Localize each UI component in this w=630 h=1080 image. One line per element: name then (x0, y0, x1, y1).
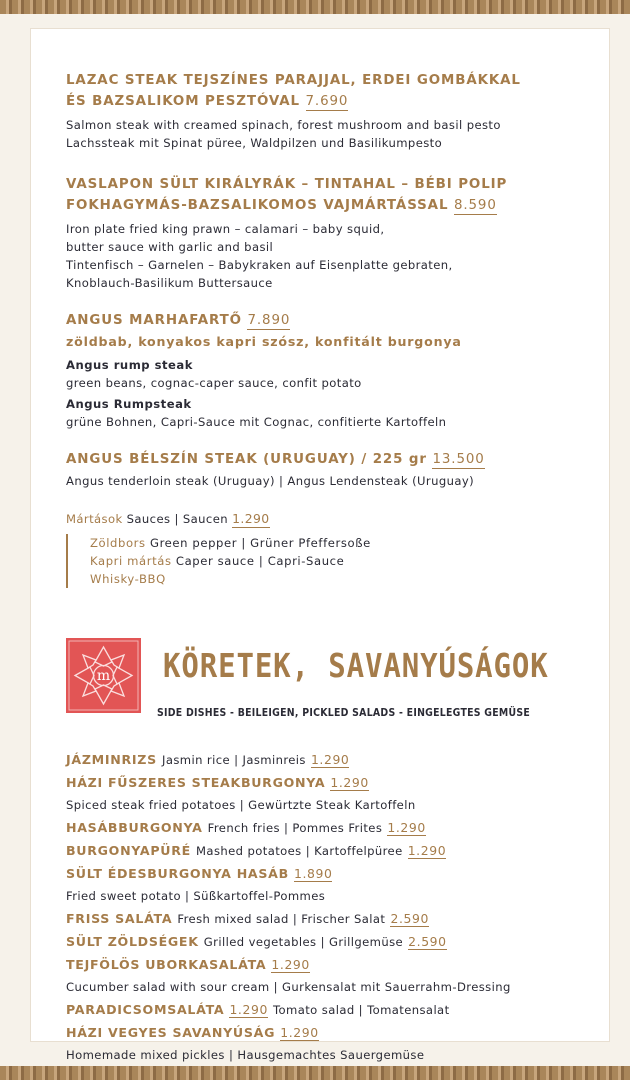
side-dishes-list (66, 748, 606, 1066)
dish-prawn (66, 174, 601, 292)
dish-desc: Iron plate fried king prawn – calamari – baby squid, (66, 222, 385, 236)
sauce-item: Zöldbors Green pepper | Grüner Pfeffersoße (90, 536, 371, 550)
dish-subtitle: zöldbab, konyakos kapri szósz, konfitált burgonya (66, 334, 462, 349)
section-header (66, 638, 566, 728)
dish-angus-tenderloin (66, 449, 601, 490)
list-item: HÁZI FŰSZERES STEAKBURGONYA 1.290 (66, 775, 369, 790)
dish-de-name: Angus Rumpsteak (66, 397, 192, 411)
dish-desc: Angus tenderloin steak (Uruguay) | Angus Lendensteak (Uruguay) (66, 474, 475, 488)
dish-desc: Salmon steak with creamed spinach, forest mushroom and basil pesto (66, 118, 501, 132)
dish-angus-rump (66, 310, 601, 431)
restaurant-logo-icon (66, 638, 141, 713)
dish-desc: Knoblauch-Basilikum Buttersauce (66, 276, 273, 290)
list-item: HÁZI VEGYES SAVANYÚSÁG 1.290 (66, 1025, 319, 1040)
dish-desc: grüne Bohnen, Capri-Sauce mit Cognac, confitierte Kartoffeln (66, 415, 447, 429)
sauce-item: Kapri mártás Caper sauce | Capri-Sauce (90, 554, 345, 568)
dish-title: FOKHAGYMÁS-BAZSALIKOMOS VAJMÁRTÁSSAL 8.590 (66, 198, 497, 213)
decorative-border-bottom (0, 1066, 630, 1080)
dish-title: ANGUS MARHAFARTŐ 7.890 (66, 313, 291, 328)
sauces (66, 510, 606, 588)
dish-price: 13.500 (432, 452, 485, 467)
sauces-header: Mártások Sauces | Saucen 1.290 (66, 511, 270, 526)
svg-text:m: m (96, 668, 111, 684)
section-subtitle: SIDE DISHES - BEILEIGEN, PICKLED SALADS - EINGELEGTES GEMÜSE (157, 707, 530, 719)
sauce-item: Whisky-BBQ (90, 572, 166, 586)
dish-desc: Lachssteak mit Spinat püree, Waldpilzen und Basilikumpesto (66, 136, 443, 150)
dish-title: VASLAPON SÜLT KIRÁLYRÁK – TINTAHAL – BÉBI POLIP (66, 177, 508, 192)
dish-title: ANGUS BÉLSZÍN STEAK (URUGUAY) / 225 gr 13.500 (66, 452, 485, 467)
dish-title: ÉS BAZSALIKOM PESZTÓVAL 7.690 (66, 94, 349, 109)
dish-title: LAZAC STEAK TEJSZÍNES PARAJJAL, ERDEI GOMBÁKKAL (66, 73, 521, 88)
sauces-price: 1.290 (232, 511, 270, 526)
dish-desc: green beans, cognac-caper sauce, confit potato (66, 376, 362, 390)
list-item: FRISS SALÁTA Fresh mixed salad | Frischer Salat 2.590 (66, 911, 429, 926)
list-item: PARADICSOMSALÁTA 1.290 Tomato salad | Tomatensalat (66, 1002, 450, 1017)
list-item: JÁZMINRIZS Jasmin rice | Jasminreis 1.290 (66, 752, 350, 767)
dish-desc: butter sauce with garlic and basil (66, 240, 274, 254)
dish-salmon (66, 70, 601, 152)
sauce-items (66, 534, 606, 588)
list-item: SÜLT ZÖLDSÉGEK Grilled vegetables | Grillgemüse 2.590 (66, 934, 447, 949)
dish-desc: Tintenfisch – Garnelen – Babykraken auf Eisenplatte gebraten, (66, 258, 453, 272)
dish-price: 7.690 (305, 94, 349, 109)
dish-price: 8.590 (453, 198, 497, 213)
list-item: Cucumber salad with sour cream | Gurkensalat mit Sauerrahm-Dressing (66, 980, 511, 994)
list-item: Spiced steak fried potatoes | Gewürtzte Steak Kartoffeln (66, 798, 416, 812)
list-item: Fried sweet potato | Süßkartoffel-Pommes (66, 889, 326, 903)
dish-price: 7.890 (247, 313, 291, 328)
list-item: HASÁBBURGONYA French fries | Pommes Frites 1.290 (66, 820, 426, 835)
dish-en-name: Angus rump steak (66, 358, 193, 372)
list-item: SÜLT ÉDESBURGONYA HASÁB 1.890 (66, 866, 333, 881)
list-item: Homemade mixed pickles | Hausgemachtes Sauergemüse (66, 1048, 425, 1062)
list-item: BURGONYAPÜRÉ Mashed potatoes | Kartoffelpüree 1.290 (66, 843, 447, 858)
section-title: KÖRETEK, SAVANYÚSÁGOK (163, 646, 549, 685)
list-item: TEJFÖLÖS UBORKASALÁTA 1.290 (66, 957, 310, 972)
decorative-border-top (0, 0, 630, 14)
